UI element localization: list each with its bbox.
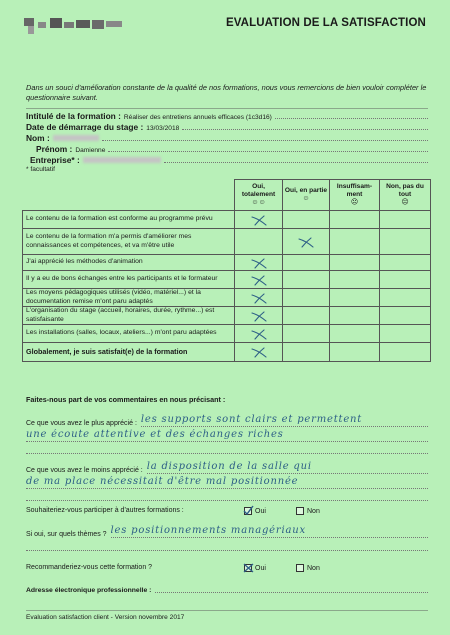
answer-cell[interactable] xyxy=(330,325,380,343)
field-course-title: Intitulé de la formation : Réaliser des entretiens annuels efficaces (1c3d16) xyxy=(26,110,428,121)
answer-cell[interactable] xyxy=(330,289,380,307)
handwritten-x-mark-icon xyxy=(249,328,269,341)
page-title: EVALUATION DE LA SATISFACTION xyxy=(226,17,426,29)
answer-cell[interactable] xyxy=(380,211,431,229)
field-company: Entreprise* : xyxy=(26,154,428,165)
blank-line xyxy=(26,441,428,455)
themes-row: Si oui, sur quels thèmes ? les positionnements managériaux xyxy=(26,524,428,538)
answer-cell[interactable] xyxy=(283,255,330,271)
table-row xyxy=(23,325,431,343)
answer-cell[interactable] xyxy=(235,229,283,255)
answer-cell[interactable] xyxy=(330,211,380,229)
satisfaction-table xyxy=(22,179,431,362)
optional-note: * facultatif xyxy=(26,166,55,173)
blank-line xyxy=(26,538,428,552)
table-row xyxy=(23,343,431,362)
field-company-value-redacted[interactable] xyxy=(83,157,161,163)
answer-cell[interactable] xyxy=(283,229,330,255)
recommend-no-checkbox[interactable]: Non xyxy=(296,564,320,572)
handwritten-x-mark-icon xyxy=(249,214,269,227)
intro-text: Dans un souci d'amélioration constante de la qualité de nos formations, nous vous remercions de bien vouloir compléter le questionnaire suivant. xyxy=(26,83,427,102)
footer-version: Evaluation satisfaction client - Version novembre 2017 xyxy=(26,614,185,621)
answer-cell[interactable] xyxy=(283,307,330,325)
least-appreciated-answer[interactable]: la disposition de la salle qui xyxy=(147,461,428,474)
table-row xyxy=(23,307,431,325)
participate-no-checkbox[interactable]: Non xyxy=(296,507,320,515)
recommend-question: Recommanderiez-vous cette formation ? xyxy=(26,564,153,571)
answer-cell[interactable] xyxy=(283,271,330,289)
table-row xyxy=(23,229,431,255)
most-appreciated-row: Ce que vous avez le plus apprécié : les supports sont clairs et permettent xyxy=(26,413,428,427)
handwritten-x-mark-icon xyxy=(249,346,269,359)
company-logo-pixelated xyxy=(24,16,130,36)
question-cell: Il y a eu de bons échanges entre les participants et le formateur xyxy=(23,271,235,289)
table-row xyxy=(23,271,431,289)
answer-cell[interactable] xyxy=(380,229,431,255)
answer-cell[interactable] xyxy=(330,255,380,271)
column-header-partly: Oui, en partie ☺ xyxy=(283,180,330,211)
answer-cell[interactable] xyxy=(330,271,380,289)
divider xyxy=(26,108,428,109)
answer-cell[interactable] xyxy=(235,343,283,362)
least-appreciated-row-2 xyxy=(26,475,428,489)
smile-smile-icon: ☺☺ xyxy=(251,199,266,206)
handwritten-x-mark-icon xyxy=(249,310,269,323)
answer-cell[interactable] xyxy=(235,325,283,343)
answer-cell[interactable] xyxy=(380,325,431,343)
handwritten-x-mark-icon xyxy=(249,292,269,305)
answer-cell[interactable] xyxy=(330,343,380,362)
table-row xyxy=(23,211,431,229)
answer-cell[interactable] xyxy=(235,211,283,229)
most-appreciated-answer[interactable]: les supports sont clairs et permettent xyxy=(141,414,428,427)
comments-title: Faites-nous part de vos commentaires en nous précisant : xyxy=(26,395,226,404)
participate-yes-checkbox[interactable]: Oui xyxy=(244,507,266,515)
answer-cell[interactable] xyxy=(330,229,380,255)
frown-icon: ☹ xyxy=(350,199,359,206)
answer-cell[interactable] xyxy=(380,343,431,362)
field-start-date-value[interactable]: 13/03/2018 xyxy=(146,125,180,132)
most-appreciated-row-2 xyxy=(26,428,428,442)
email-row: Adresse électronique professionnelle : xyxy=(26,580,428,594)
frown-icon: ☹ xyxy=(401,199,409,206)
answer-cell[interactable] xyxy=(235,271,283,289)
handwritten-x-mark-icon xyxy=(249,257,269,270)
themes-answer[interactable]: les positionnements managériaux xyxy=(111,525,428,538)
column-header-insufficient: Insuffisam-ment ☹ xyxy=(330,180,380,211)
question-cell: Les moyens pédagogiques utilisés (vidéo, matériel...) et la documentation remise m'ont paru adaptés xyxy=(23,289,235,307)
handwritten-x-mark-icon xyxy=(249,274,269,287)
answer-cell[interactable] xyxy=(380,289,431,307)
question-cell: Les installations (salles, locaux, ateliers...) m'ont paru adaptées xyxy=(23,325,235,343)
field-first-name: Prénom : Damienne xyxy=(26,143,428,154)
blank-line xyxy=(26,488,428,502)
table-row xyxy=(23,255,431,271)
answer-cell[interactable] xyxy=(283,343,330,362)
question-cell: J'ai apprécié les méthodes d'animation xyxy=(23,255,235,271)
answer-cell[interactable] xyxy=(283,325,330,343)
footer-divider xyxy=(26,610,428,611)
most-appreciated-answer-2[interactable]: une écoute attentive et des échanges riches xyxy=(26,429,428,442)
least-appreciated-row: Ce que vous avez le moins apprécié : la disposition de la salle qui xyxy=(26,460,428,474)
question-cell: Le contenu de la formation est conforme au programme prévu xyxy=(23,211,235,229)
answer-cell[interactable] xyxy=(235,289,283,307)
field-course-title-value[interactable]: Réaliser des entretiens annuels efficaces (1c3d16) xyxy=(123,114,272,121)
field-last-name-value-redacted[interactable] xyxy=(53,135,99,141)
column-header-not-at-all: Non, pas du tout ☹ xyxy=(380,180,431,211)
field-last-name: Nom : xyxy=(26,132,428,143)
answer-cell[interactable] xyxy=(283,289,330,307)
field-first-name-value[interactable]: Damienne xyxy=(75,147,106,154)
participate-question: Souhaiteriez-vous participer à d'autres formations : xyxy=(26,507,184,514)
email-input[interactable] xyxy=(155,592,428,593)
table-row xyxy=(23,289,431,307)
answer-cell[interactable] xyxy=(380,307,431,325)
answer-cell[interactable] xyxy=(380,255,431,271)
table-header-row xyxy=(23,180,431,211)
answer-cell[interactable] xyxy=(380,271,431,289)
handwritten-x-mark-icon xyxy=(296,236,316,249)
column-header-totally: Oui, totalement ☺☺ xyxy=(235,180,283,211)
field-start-date: Date de démarrage du stage : 13/03/2018 xyxy=(26,121,428,132)
least-appreciated-answer-2[interactable]: de ma place nécessitait d'être mal positionnée xyxy=(26,476,428,489)
answer-cell[interactable] xyxy=(330,307,380,325)
question-cell: L'organisation du stage (accueil, horaires, durée, rythme...) est satisfaisante xyxy=(23,307,235,325)
answer-cell[interactable] xyxy=(235,255,283,271)
recommend-yes-checkbox[interactable]: Oui xyxy=(244,564,266,572)
question-cell: Globalement, je suis satisfait(e) de la formation xyxy=(23,343,235,362)
smile-icon: ☺ xyxy=(302,195,310,202)
answer-cell[interactable] xyxy=(283,211,330,229)
question-cell: Le contenu de la formation m'a permis d'améliorer mes connaissances et compétences, et va m'être utile xyxy=(23,229,235,255)
answer-cell[interactable] xyxy=(235,307,283,325)
